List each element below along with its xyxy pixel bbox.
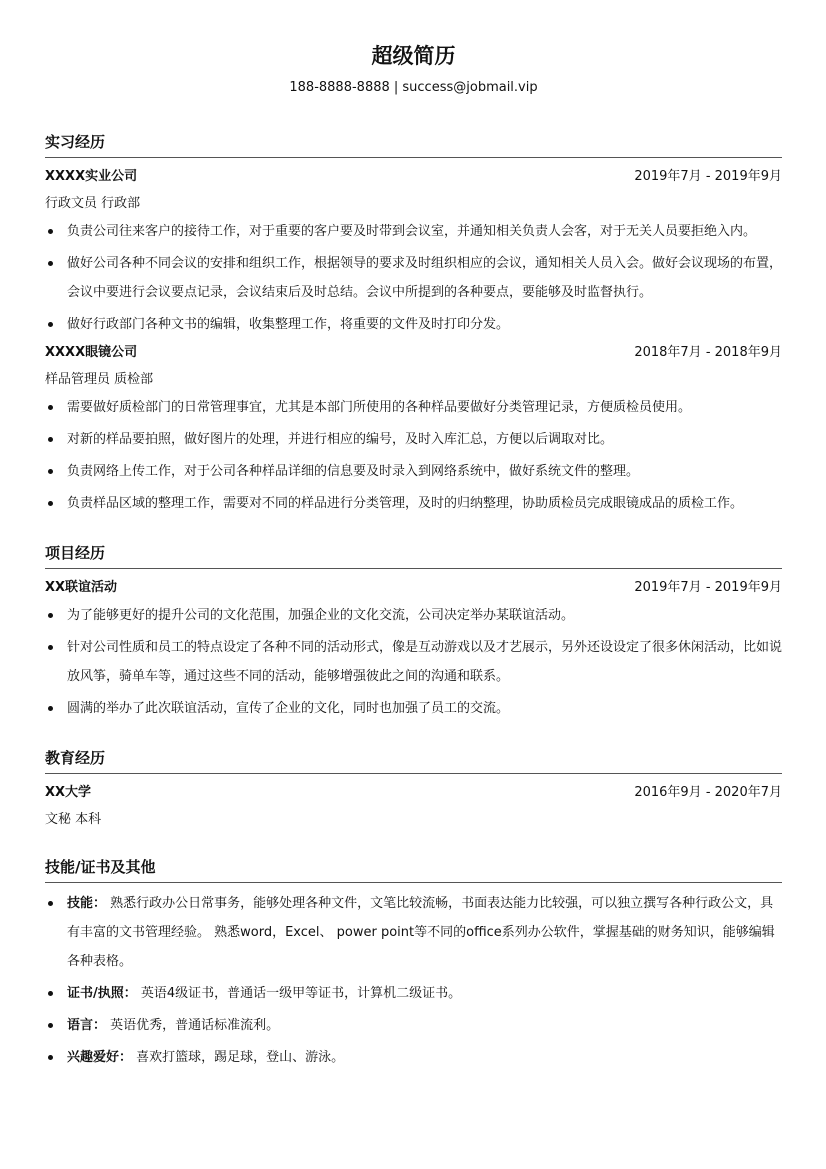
skill-value: 喜欢打篮球，踢足球，登山、游泳。 bbox=[132, 1050, 345, 1065]
skill-item bbox=[45, 1011, 782, 1040]
skill-key: 证书/执照： bbox=[67, 986, 137, 1001]
internship-entry bbox=[45, 343, 782, 518]
list-item: 负责样品区域的整理工作，需要对不同的样品进行分类管理，及时的归纳整理，协助质检员完成眼镜成品的质检工作。 bbox=[45, 489, 782, 518]
entry-date: 2016年9月 - 2020年7月 bbox=[634, 785, 782, 800]
skill-value: 熟悉行政办公日常事务，能够处理各种文件，文笔比较流畅，书面表达能力比较强，可以独立撰写各种行政公文，具有丰富的文书管理经验。 熟悉word，Excel、 power point等不同的office系列办公软件，掌握基础的财务知识，能够编辑各种表格。 bbox=[67, 896, 775, 969]
bullet-list bbox=[45, 601, 782, 723]
skill-value: 英语4级证书，普通话一级甲等证书，计算机二级证书。 bbox=[136, 986, 462, 1001]
entry-date: 2019年7月 - 2019年9月 bbox=[634, 169, 782, 184]
education-section bbox=[45, 747, 782, 830]
entry-header bbox=[45, 783, 782, 803]
skills-section bbox=[45, 856, 782, 1072]
list-item: 对新的样品要拍照，做好图片的处理，并进行相应的编号，及时入库汇总，方便以后调取对比。 bbox=[45, 425, 782, 454]
skills-list bbox=[45, 889, 782, 1072]
project-name: XX联谊活动 bbox=[45, 580, 118, 595]
skill-key: 语言： bbox=[67, 1018, 107, 1033]
skill-value: 英语优秀，普通话标准流利。 bbox=[106, 1018, 280, 1033]
project-entry bbox=[45, 578, 782, 723]
list-item: 圆满的举办了此次联谊活动，宣传了企业的文化，同时也加强了员工的交流。 bbox=[45, 694, 782, 723]
skill-item bbox=[45, 889, 782, 976]
entry-header bbox=[45, 343, 782, 363]
entry-header bbox=[45, 167, 782, 187]
entry-date: 2019年7月 - 2019年9月 bbox=[634, 580, 782, 595]
skill-key: 技能： bbox=[67, 896, 107, 911]
list-item: 需要做好质检部门的日常管理事宜，尤其是本部门所使用的各种样品要做好分类管理记录，方便质检员使用。 bbox=[45, 393, 782, 422]
list-item: 做好行政部门各种文书的编辑，收集整理工作，将重要的文件及时打印分发。 bbox=[45, 310, 782, 339]
bullet-list bbox=[45, 393, 782, 518]
section-title-internship: 实习经历 bbox=[45, 131, 782, 158]
list-item: 负责公司往来客户的接待工作，对于重要的客户要及时带到会议室，并通知相关负责人会客，对于无关人员要拒绝入内。 bbox=[45, 217, 782, 246]
entry-date: 2018年7月 - 2018年9月 bbox=[634, 345, 782, 360]
education-entry bbox=[45, 783, 782, 830]
list-item: 针对公司性质和员工的特点设定了各种不同的活动形式，像是互动游戏以及才艺展示，另外还设设定了很多休闲活动，比如说放风筝，骑单车等，通过这些不同的活动，能够增强彼此之间的沟通和联系。 bbox=[45, 633, 782, 691]
candidate-name: 超级简历 bbox=[371, 44, 456, 68]
internship-section bbox=[45, 131, 782, 518]
skill-key: 兴趣爱好： bbox=[67, 1050, 133, 1065]
resume-header bbox=[45, 0, 782, 98]
school-name: XX大学 bbox=[45, 785, 92, 800]
entry-role: 样品管理员 质检部 bbox=[45, 372, 154, 387]
list-item: 做好公司各种不同会议的安排和组织工作，根据领导的要求及时组织相应的会议，通知相关人员入会。做好会议现场的布置，会议中要进行会议要点记录，会议结束后及时总结。会议中所提到的各种要点，要能够及时监督执行。 bbox=[45, 249, 782, 307]
entry-role: 行政文员 行政部 bbox=[45, 196, 141, 211]
degree: 文秘 本科 bbox=[45, 812, 102, 827]
section-title-education: 教育经历 bbox=[45, 747, 782, 774]
entry-header bbox=[45, 578, 782, 598]
section-title-project: 项目经历 bbox=[45, 542, 782, 569]
section-title-skills: 技能/证书及其他 bbox=[45, 856, 782, 883]
internship-entry bbox=[45, 167, 782, 339]
skill-item bbox=[45, 1043, 782, 1072]
bullet-list bbox=[45, 217, 782, 339]
company-name: XXXX实业公司 bbox=[45, 169, 138, 184]
list-item: 为了能够更好的提升公司的文化范围，加强企业的文化交流，公司决定举办某联谊活动。 bbox=[45, 601, 782, 630]
company-name: XXXX眼镜公司 bbox=[45, 345, 138, 360]
list-item: 负责网络上传工作，对于公司各种样品详细的信息要及时录入到网络系统中，做好系统文件的整理。 bbox=[45, 457, 782, 486]
contact-info: 188-8888-8888 | success@jobmail.vip bbox=[289, 80, 538, 95]
project-section bbox=[45, 542, 782, 723]
skill-item bbox=[45, 979, 782, 1008]
